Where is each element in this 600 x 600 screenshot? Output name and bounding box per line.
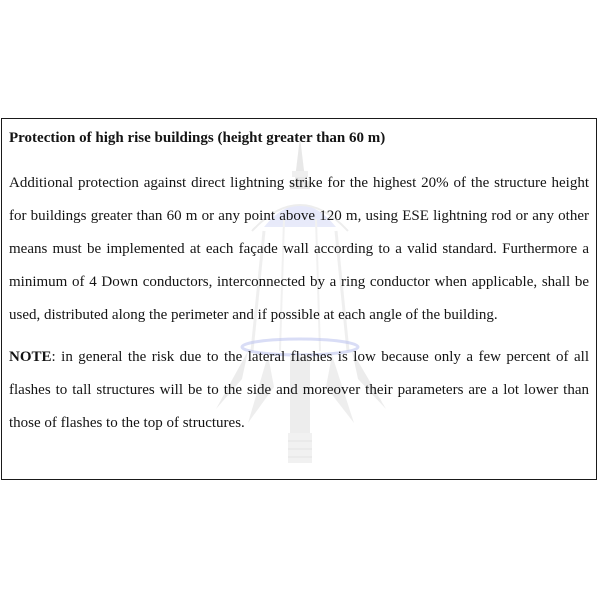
note-paragraph xyxy=(9,341,589,440)
note-text: : in general the risk due to the lateral flashes is low because only a few percent of all flashes to tall structures will be to the side and moreover their parameters are a lot lower than those of flashes to the top of structures. xyxy=(9,349,589,431)
document-heading: Protection of high rise buildings (height greater than 60 m) xyxy=(9,130,386,146)
document-box xyxy=(1,118,597,480)
note-label: NOTE xyxy=(9,349,52,365)
main-paragraph: Additional protection against direct lightning strike for the highest 20% of the structure height for buildings greater than 60 m or any point above 120 m, using ESE lightning rod or any other means must be implemented at each façade wall according to a valid standard. Furthermore a minimum of 4 Down conductors, interconnected by a ring conductor when applicable, shall be used, distributed along the perimeter and if possible at each angle of the building. xyxy=(9,175,589,323)
document-content xyxy=(2,129,596,440)
